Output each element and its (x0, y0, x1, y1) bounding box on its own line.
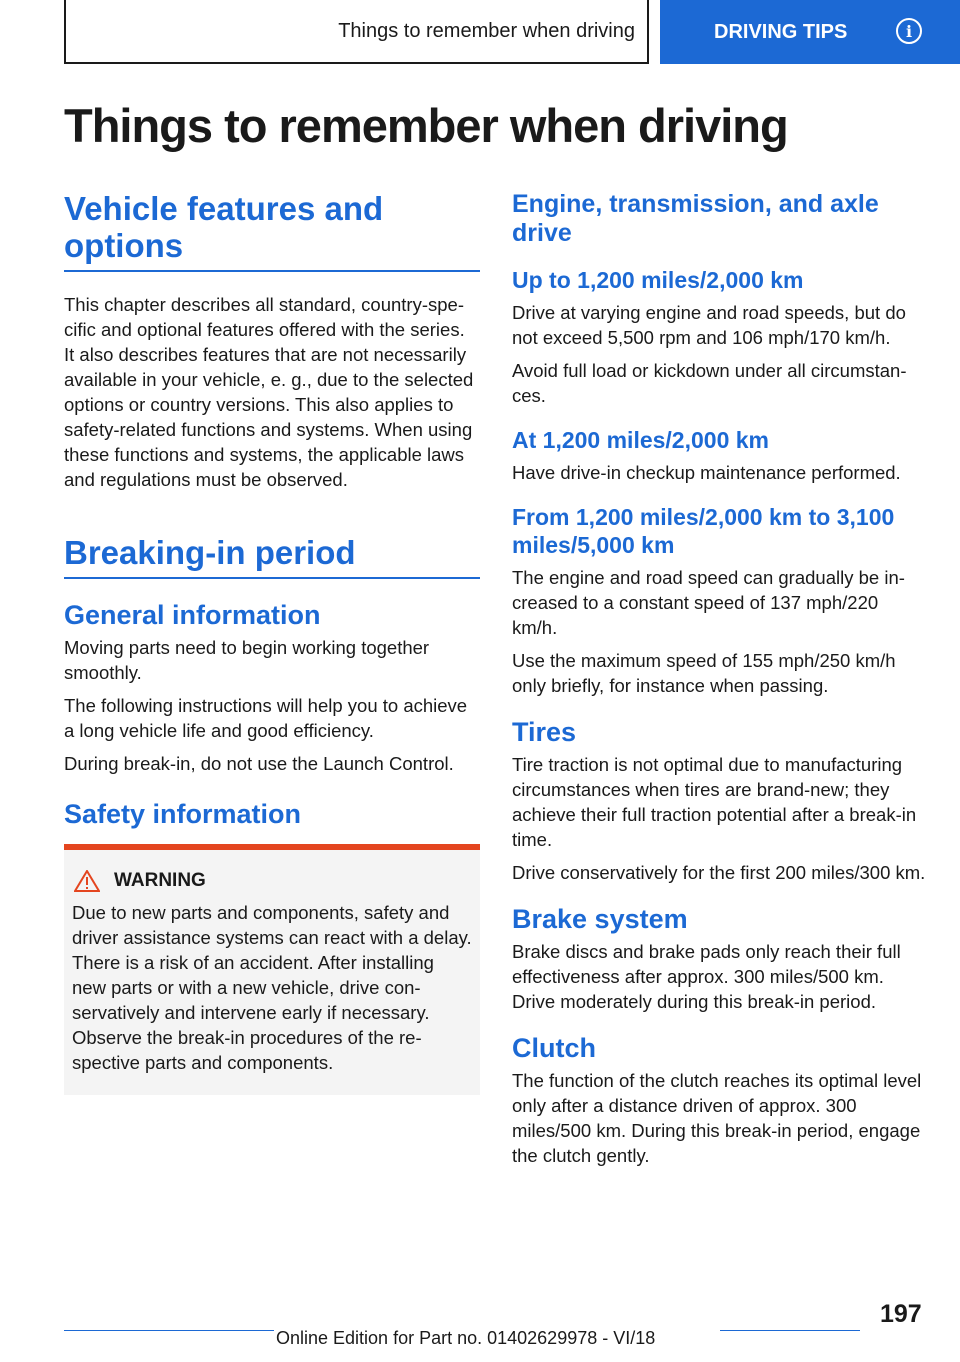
footer-edition: Online Edition for Part no. 01402629978 - VI/18 (276, 1328, 656, 1348)
paragraph-upto-1: Drive at varying engine and road speeds, but do not exceed 5,500 rpm and 106 mph/170 km/h. (512, 302, 906, 348)
paragraph-tires-1: Tire traction is not optimal due to manufacturing circumstances when tires are brand-new; they achieve their full traction potential after a break-in time. (512, 754, 917, 850)
header-chapter-tab[interactable] (660, 0, 960, 64)
paragraph-tires-2: Drive conservatively for the first 200 miles/300 km. (512, 862, 926, 883)
heading-brake-system: Brake system (512, 904, 688, 934)
paragraph-general-1: Moving parts need to begin working together smoothly. (64, 637, 430, 683)
paragraph-general-3: During break-in, do not use the Launch Control. (64, 753, 454, 774)
paragraph-brake: Brake discs and brake pads only reach their full effectiveness after approx. 300 miles/500 km. Drive moderately during this break-in period. (512, 941, 901, 1012)
warning-text: Due to new parts and components, safety and driver assistance systems can react with a delay. There is a risk of an accident. After installing new parts or with a new vehicle, drive conservatively and intervene early if necessary. Observe the break-in procedures of the respective parts and components. (72, 902, 472, 1073)
heading-up-to-1200: Up to 1,200 miles/2,000 km (512, 267, 804, 293)
paragraph-clutch: The function of the clutch reaches its optimal level only after a distance driven of approx. 300 miles/500 km. During this break-in period, engage the clutch gently. (512, 1070, 922, 1166)
warning-header (72, 870, 472, 892)
heading-engine: Engine, transmission, and axle drive (512, 190, 879, 247)
footer-rule-left (64, 1330, 274, 1331)
heading-safety-information: Safety information (64, 799, 302, 829)
page-title: Things to remember when driving (64, 99, 788, 152)
right-column (512, 190, 928, 1176)
paragraph-from-2: Use the maximum speed of 155 mph/250 km/h only briefly, for instance when passing. (512, 650, 896, 696)
heading-tires: Tires (512, 717, 577, 747)
warning-box (64, 844, 480, 1095)
left-column (64, 190, 480, 1095)
page-number: 197 (880, 1300, 922, 1328)
paragraph-at: Have drive-in checkup maintenance performed. (512, 462, 901, 483)
paragraph-general-2: The following instructions will help you to achieve a long vehicle life and good efficiency. (64, 695, 468, 741)
paragraph-from-1: The engine and road speed can gradually be increased to a constant speed of 137 mph/220 km/h. (512, 567, 905, 638)
info-icon: i (896, 18, 922, 44)
heading-clutch: Clutch (512, 1033, 596, 1063)
warning-title: WARNING (114, 870, 206, 891)
warning-triangle-icon (74, 870, 100, 892)
paragraph-upto-2: Avoid full load or kickdown under all circumstances. (512, 360, 907, 406)
heading-breaking-in: Breaking-in period (64, 534, 480, 579)
paragraph-features: This chapter describes all standard, country-specific and optional features offered with the series. It also describes features that are not necessarily available in your vehicle, e. g., due to the selected options or country versions. This also applies to safety-related functions and systems. When using these functions and systems, the applicable laws and regulations must be observed. (64, 294, 474, 490)
header-section-title: Things to remember when driving (338, 19, 635, 42)
heading-from-1200: From 1,200 miles/2,000 km to 3,100 miles/5,000 km (512, 504, 895, 558)
footer-rule-right (720, 1330, 860, 1331)
heading-at-1200: At 1,200 miles/2,000 km (512, 427, 769, 453)
heading-general-information: General information (64, 600, 321, 630)
header-chapter-title: DRIVING TIPS (714, 20, 848, 43)
header-section-box (64, 0, 649, 64)
heading-vehicle-features: Vehicle features and options (64, 190, 480, 272)
